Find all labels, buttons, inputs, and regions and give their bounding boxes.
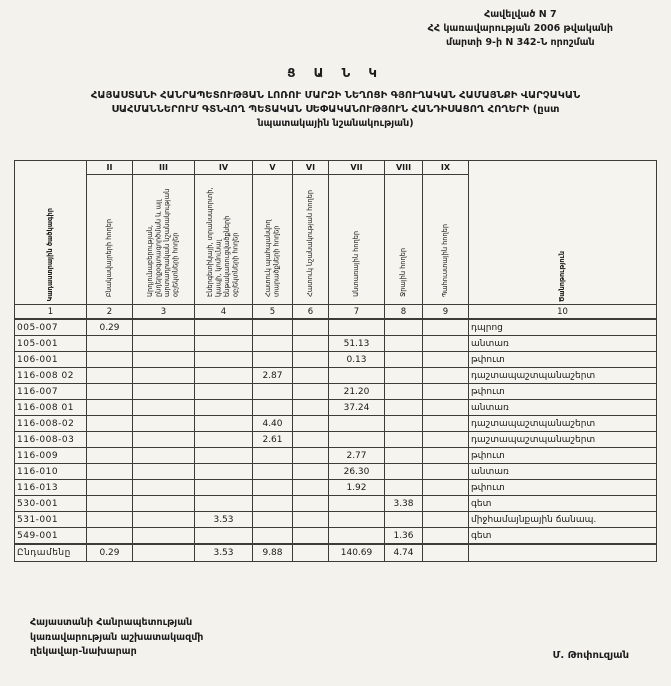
column-number-8: 8 [385, 305, 423, 320]
value-cell-col6 [293, 464, 329, 480]
value-cell-col9 [423, 512, 469, 528]
column-header-8 [385, 175, 423, 305]
column-header-7 [329, 175, 385, 305]
value-cell-col4 [195, 336, 253, 352]
value-cell-col3 [133, 544, 195, 562]
value-cell-col7: 37.24 [329, 400, 385, 416]
column-label-7: Անտառային հողեր [352, 231, 361, 297]
value-cell-col6 [293, 480, 329, 496]
value-cell-col6 [293, 384, 329, 400]
appendix-line-3: մարտի 9-ի N 342-Ն որոշման [446, 36, 595, 48]
column-header-6 [293, 175, 329, 305]
column-number-10: 10 [469, 305, 657, 320]
value-cell-col8 [385, 319, 423, 336]
value-cell-col5: 2.61 [253, 432, 293, 448]
table-row [15, 512, 657, 528]
value-cell-col8 [385, 352, 423, 368]
value-cell-col8 [385, 448, 423, 464]
column-number-1: 1 [15, 305, 87, 320]
table-row [15, 400, 657, 416]
table-row [15, 448, 657, 464]
footer-line-1: Հայաստանի Հանրապետության [30, 617, 193, 628]
column-label-2: Բնակավայրերի հողեր [105, 218, 114, 297]
title-block [10, 66, 661, 130]
value-cell-col7 [329, 368, 385, 384]
column-header-3 [133, 175, 195, 305]
column-roman-8: VIII [385, 161, 423, 175]
value-cell-col4 [195, 480, 253, 496]
code-cell: 116-008 01 [15, 400, 87, 416]
appendix-line-2: ՀՀ կառավարության 2006 թվականի [427, 22, 613, 34]
value-cell-col5 [253, 352, 293, 368]
value-cell-col9 [423, 384, 469, 400]
column-label-3: Արդյունաբերության, ընդերքօգտագործման և այլ արտադրական նշանակության օբյեկտների հողեր [146, 188, 181, 297]
value-cell-col4 [195, 416, 253, 432]
table-row [15, 528, 657, 545]
value-cell-col9 [423, 528, 469, 545]
value-cell-col6 [293, 319, 329, 336]
value-cell-col2 [87, 448, 133, 464]
value-cell-col6 [293, 400, 329, 416]
value-cell-col5 [253, 528, 293, 545]
value-cell-col6 [293, 528, 329, 545]
total-label-cell: Ընդամենը [15, 544, 87, 562]
code-cell: 005-007 [15, 319, 87, 336]
land-table-body [15, 319, 657, 562]
value-cell-col7 [329, 528, 385, 545]
note-cell: անտառ [469, 464, 657, 480]
value-cell-col8 [385, 464, 423, 480]
value-cell-col2 [87, 464, 133, 480]
value-cell-col5 [253, 448, 293, 464]
column-header-4 [195, 175, 253, 305]
value-cell-col9 [423, 432, 469, 448]
value-cell-col4: 3.53 [195, 512, 253, 528]
column-roman-4: IV [195, 161, 253, 175]
value-cell-col9 [423, 400, 469, 416]
note-cell: դաշտապաշտպանաշերտ [469, 368, 657, 384]
code-cell: 116-009 [15, 448, 87, 464]
value-cell-col4 [195, 464, 253, 480]
value-cell-col7 [329, 432, 385, 448]
note-cell: դաշտապաշտպանաշերտ [469, 416, 657, 432]
value-cell-col5 [253, 336, 293, 352]
value-cell-col3 [133, 528, 195, 545]
value-cell-col7 [329, 416, 385, 432]
value-cell-col8 [385, 416, 423, 432]
value-cell-col6 [293, 448, 329, 464]
value-cell-col9 [423, 448, 469, 464]
column-number-4: 4 [195, 305, 253, 320]
value-cell-col8 [385, 480, 423, 496]
value-cell-col5 [253, 400, 293, 416]
code-cell: 531-001 [15, 512, 87, 528]
column-header-2 [87, 175, 133, 305]
value-cell-col4 [195, 319, 253, 336]
footer-line-2: կառավարության աշխատակազմի [30, 631, 204, 643]
column-label-8: Ջրային հողեր [399, 248, 408, 297]
column-label-5: Հատուկ պահպանվող տարածքների հողեր [263, 219, 281, 297]
column-roman-5: V [253, 161, 293, 175]
note-cell [469, 544, 657, 562]
value-cell-col2 [87, 496, 133, 512]
column-header-code-label: Կադաստրային ծածկագիր [46, 208, 55, 302]
document-heading: Ց Ա Ն Կ [287, 66, 384, 80]
column-roman-6: VI [293, 161, 329, 175]
value-cell-col4 [195, 368, 253, 384]
note-cell: միջհամայնքային ճանապ. [469, 512, 657, 528]
value-cell-col4: 3.53 [195, 544, 253, 562]
column-header-note-label: Ծանոթություն [558, 251, 567, 302]
column-roman-7: VII [329, 161, 385, 175]
value-cell-col5 [253, 319, 293, 336]
value-cell-col2 [87, 384, 133, 400]
value-cell-col9 [423, 496, 469, 512]
table-row [15, 496, 657, 512]
value-cell-col6 [293, 416, 329, 432]
value-cell-col2 [87, 528, 133, 545]
value-cell-col9 [423, 480, 469, 496]
value-cell-col7: 51.13 [329, 336, 385, 352]
value-cell-col9 [423, 319, 469, 336]
value-cell-col4 [195, 384, 253, 400]
value-cell-col6 [293, 512, 329, 528]
title-line-1: ՀԱՅԱՍՏԱՆԻ ՀԱՆՐԱՊԵՏՈՒԹՅԱՆ ԼՈՌՈՒ ՄԱՐԶԻ ՆԵՂՈՑԻ ԳՅՈՒՂԱԿԱՆ ՀԱՄԱՅՆՔԻ ՎԱՐՉԱԿԱՆ [90, 90, 581, 101]
value-cell-col8 [385, 368, 423, 384]
value-cell-col6 [293, 496, 329, 512]
note-cell: թփուտ [469, 384, 657, 400]
title-line-3: նպատակային նշանակության) [257, 118, 414, 129]
value-cell-col5: 4.40 [253, 416, 293, 432]
code-cell: 530-001 [15, 496, 87, 512]
value-cell-col4 [195, 432, 253, 448]
table-row [15, 319, 657, 336]
table-row [15, 368, 657, 384]
value-cell-col2 [87, 416, 133, 432]
note-cell: թփուտ [469, 480, 657, 496]
note-cell: թփուտ [469, 448, 657, 464]
value-cell-col5 [253, 496, 293, 512]
table-row [15, 336, 657, 352]
value-cell-col8 [385, 512, 423, 528]
code-cell: 116-008-03 [15, 432, 87, 448]
note-cell: դաշտապաշտպանաշերտ [469, 432, 657, 448]
footer-line-3: ղեկավար-նախարար [30, 646, 137, 658]
value-cell-col8: 1.36 [385, 528, 423, 545]
column-number-5: 5 [253, 305, 293, 320]
column-label-4: Էներգետիկայի, տրանսպորտի, կապի, կոմունալ ենթակառուցվածքների օբյեկտների հողեր [206, 187, 241, 297]
column-number-2: 2 [87, 305, 133, 320]
header-roman-row [15, 161, 657, 175]
value-cell-col5: 2.87 [253, 368, 293, 384]
note-cell: անտառ [469, 400, 657, 416]
code-cell: 116-013 [15, 480, 87, 496]
footer-block [30, 616, 203, 660]
value-cell-col4 [195, 352, 253, 368]
value-cell-col2: 0.29 [87, 544, 133, 562]
signature: Մ. Թոփուզյան [552, 650, 629, 661]
land-table [14, 160, 657, 562]
value-cell-col2 [87, 432, 133, 448]
value-cell-col4 [195, 528, 253, 545]
note-cell: դպրոց [469, 319, 657, 336]
table-row [15, 352, 657, 368]
value-cell-col3 [133, 448, 195, 464]
value-cell-col9 [423, 368, 469, 384]
column-header-code [15, 161, 87, 305]
value-cell-col6 [293, 336, 329, 352]
value-cell-col4 [195, 400, 253, 416]
value-cell-col9 [423, 352, 469, 368]
value-cell-col3 [133, 384, 195, 400]
value-cell-col9 [423, 464, 469, 480]
value-cell-col7 [329, 496, 385, 512]
total-row [15, 544, 657, 562]
appendix-line-1: Հավելված N 7 [484, 9, 557, 20]
value-cell-col2 [87, 400, 133, 416]
value-cell-col3 [133, 464, 195, 480]
value-cell-col7: 26.30 [329, 464, 385, 480]
value-cell-col6 [293, 432, 329, 448]
column-roman-2: II [87, 161, 133, 175]
value-cell-col8: 4.74 [385, 544, 423, 562]
column-number-6: 6 [293, 305, 329, 320]
table-row [15, 464, 657, 480]
value-cell-col2: 0.29 [87, 319, 133, 336]
code-cell: 106-001 [15, 352, 87, 368]
value-cell-col7: 2.77 [329, 448, 385, 464]
value-cell-col5 [253, 464, 293, 480]
value-cell-col3 [133, 512, 195, 528]
value-cell-col3 [133, 336, 195, 352]
code-cell: 105-001 [15, 336, 87, 352]
value-cell-col3 [133, 319, 195, 336]
value-cell-col8 [385, 432, 423, 448]
table-row [15, 432, 657, 448]
value-cell-col5: 9.88 [253, 544, 293, 562]
table-row [15, 480, 657, 496]
value-cell-col9 [423, 544, 469, 562]
code-cell: 116-010 [15, 464, 87, 480]
value-cell-col7: 1.92 [329, 480, 385, 496]
value-cell-col6 [293, 368, 329, 384]
appendix-block [428, 8, 613, 49]
code-cell: 116-008 02 [15, 368, 87, 384]
column-header-note [469, 161, 657, 305]
column-roman-3: III [133, 161, 195, 175]
value-cell-col8 [385, 400, 423, 416]
land-table-head [15, 161, 657, 320]
value-cell-col9 [423, 336, 469, 352]
value-cell-col7: 0.13 [329, 352, 385, 368]
value-cell-col3 [133, 368, 195, 384]
value-cell-col5 [253, 384, 293, 400]
title-line-2: ՍԱՀՄԱՆՆԵՐՈՒՄ ԳՏՆՎՈՂ ՊԵՏԱԿԱՆ ՍԵՓԱԿԱՆՈՒԹՅՈՒՆ ՀԱՆԴԻՍԱՑՈՂ ՀՈՂԵՐԻ (ըստ [111, 104, 560, 115]
value-cell-col5 [253, 480, 293, 496]
value-cell-col7: 21.20 [329, 384, 385, 400]
value-cell-col7: 140.69 [329, 544, 385, 562]
note-cell: անտառ [469, 336, 657, 352]
value-cell-col2 [87, 368, 133, 384]
value-cell-col2 [87, 336, 133, 352]
value-cell-col8: 3.38 [385, 496, 423, 512]
value-cell-col7 [329, 512, 385, 528]
value-cell-col4 [195, 496, 253, 512]
column-number-9: 9 [423, 305, 469, 320]
column-header-5 [253, 175, 293, 305]
note-cell: գետ [469, 496, 657, 512]
header-number-row [15, 305, 657, 320]
note-cell: թփուտ [469, 352, 657, 368]
table-row [15, 384, 657, 400]
value-cell-col2 [87, 352, 133, 368]
value-cell-col2 [87, 512, 133, 528]
value-cell-col3 [133, 480, 195, 496]
table-row [15, 416, 657, 432]
column-number-7: 7 [329, 305, 385, 320]
value-cell-col3 [133, 352, 195, 368]
code-cell: 549-001 [15, 528, 87, 545]
code-cell: 116-007 [15, 384, 87, 400]
code-cell: 116-008-02 [15, 416, 87, 432]
note-cell: գետ [469, 528, 657, 545]
value-cell-col3 [133, 416, 195, 432]
value-cell-col8 [385, 336, 423, 352]
column-roman-9: IX [423, 161, 469, 175]
column-label-6: Հատուկ նշանակության հողեր [306, 190, 315, 297]
value-cell-col4 [195, 448, 253, 464]
column-number-3: 3 [133, 305, 195, 320]
column-label-9: Պահուստային հողեր [441, 223, 450, 297]
value-cell-col5 [253, 512, 293, 528]
value-cell-col2 [87, 480, 133, 496]
column-header-9 [423, 175, 469, 305]
value-cell-col3 [133, 496, 195, 512]
value-cell-col7 [329, 319, 385, 336]
value-cell-col3 [133, 400, 195, 416]
value-cell-col3 [133, 432, 195, 448]
value-cell-col9 [423, 416, 469, 432]
value-cell-col6 [293, 544, 329, 562]
value-cell-col8 [385, 384, 423, 400]
value-cell-col6 [293, 352, 329, 368]
